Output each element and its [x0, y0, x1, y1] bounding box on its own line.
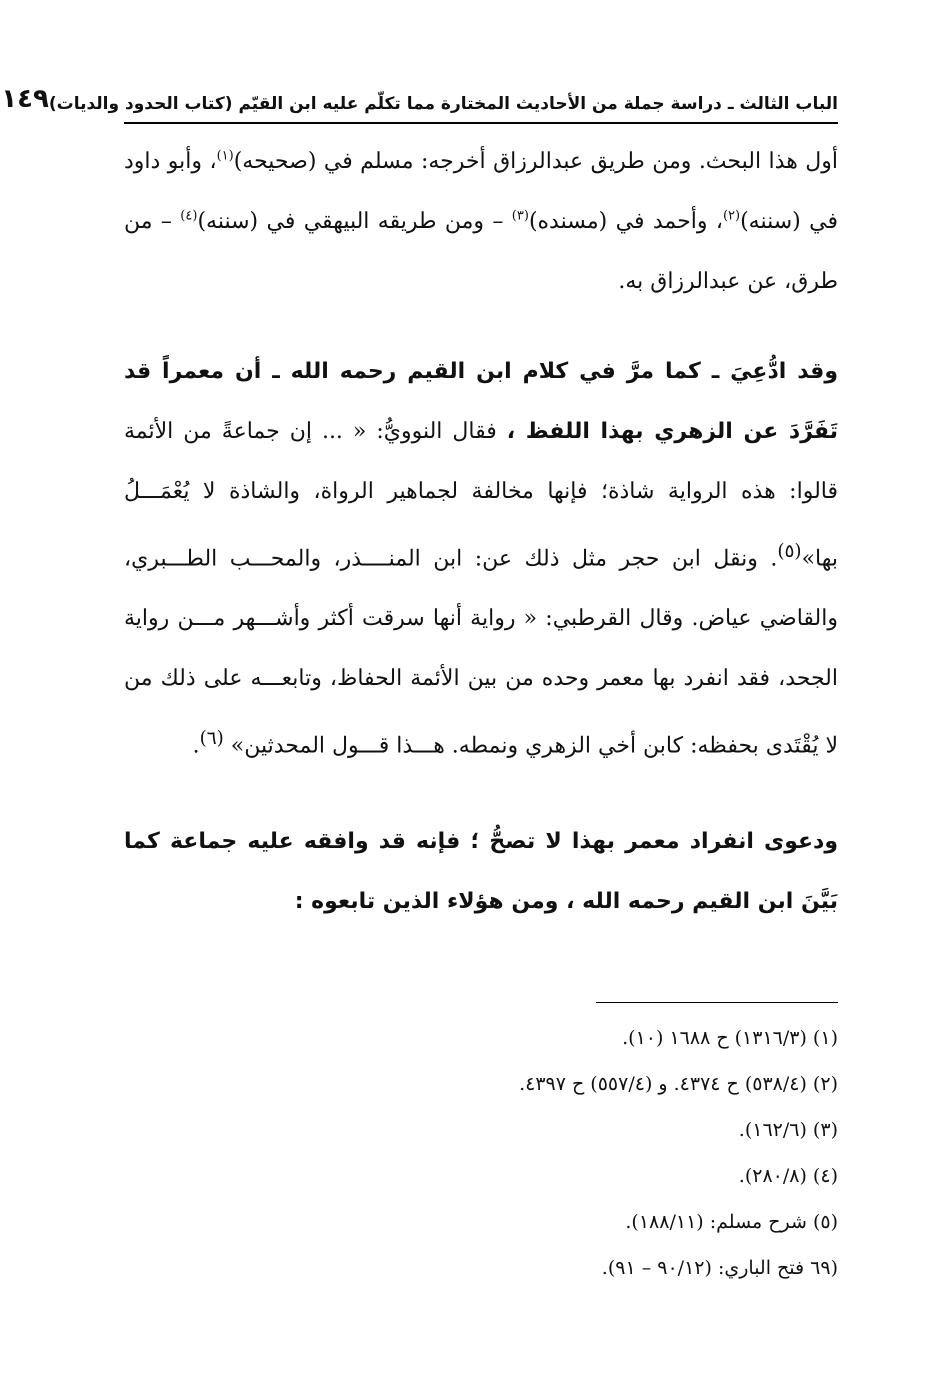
footnote-divider: [596, 1002, 838, 1003]
footnote-ref[interactable]: (٦): [199, 728, 224, 750]
footnote-item: (٢) (٥٣٨/٤) ح ٤٣٧٤. و (٥٥٧/٤) ح ٤٣٩٧.: [519, 1073, 838, 1095]
footnote-ref[interactable]: (١): [216, 148, 234, 164]
paragraph-sources: [124, 132, 838, 312]
footnote-ref[interactable]: (٢): [722, 208, 741, 224]
text-run: – من طرق، عن عبدالرزاق به.: [124, 209, 838, 294]
bold-heading-text: وقد ادُّعِيَ ـ كما مرَّ في كلام ابن القيم رحمه الله ـ أن معمراً قد تَفَرَّدَ عن الزهري بهذا اللفظ ،: [124, 359, 838, 444]
footnote-item: (٦٩ فتح الباري: (٩٠/١٢ – ٩١).: [601, 1257, 838, 1279]
footnote-ref[interactable]: (٣): [511, 208, 529, 224]
text-run: أول هذا البحث. ومن طريق عبدالرزاق أخرجه: مسلم في (صحيحه): [233, 149, 838, 174]
spacer: [124, 312, 838, 342]
text-run: ، وأبو داود في (سننه): [124, 149, 838, 234]
text-run: فقال النوويُّ: « ... إن جماعةً من الأئمة قالوا: هذه الرواية شاذة؛ فإنها مخالفة لجماهير الرواة، والشاذة لا يُعْمَـــلُ بها»: [124, 419, 838, 572]
footnotes-list: [300, 1015, 838, 1291]
text-run: . ونقل ابن حجر مثل ذلك عن: ابن المنــــذر، والمحـــب الطـــبري، والقاضي عياض. وقال القرطبي: « رواية أنها سرقت أكثر وأشـــهر مـــن رواية الجحد، فقد انفرد بها معمر وحده من بين الأئمة الحفاظ، وتابعـــه على ذلك من لا يُقْتَدى بحفظه: كابن أخي الزهري ونمطه. هـــذا قـــول المحدثين»: [124, 546, 838, 759]
footnote-item: (١) (١٣١٦/٣) ح ١٦٨٨ (١٠).: [622, 1027, 838, 1049]
footnote-ref[interactable]: (٥): [777, 541, 802, 562]
footnote-item: (٥) شرح مسلم: (١٨٨/١١).: [625, 1211, 838, 1233]
page-header: [1, 80, 838, 114]
paragraph-rebuttal: ودعوى انفراد معمر بهذا لا تصحُّ ؛ فإنه قد وافقه عليه جماعة كما بَيَّنَ ابن القيم رحمه الله ، ومن هؤلاء الذين تابعوه :: [124, 828, 838, 914]
paragraph-claim: [124, 342, 838, 777]
page-number: ١٤٩: [1, 84, 49, 114]
spacer: [124, 777, 838, 812]
text-run: ، وأحمد في (مسنده): [528, 209, 723, 234]
text-run: – ومن طريقه البيهقي في (سننه): [197, 209, 512, 234]
running-header-title: الباب الثالث ـ دراسة جملة من الأحاديث المختارة مما تكلّم عليه ابن القيّم (كتاب الحدود والديات): [48, 94, 838, 114]
footnote-item: (٤) (٢٨٠/٨).: [738, 1165, 838, 1187]
footnote-ref[interactable]: (٤): [180, 208, 198, 224]
footnote-item: (٣) (١٦٢/٦).: [738, 1119, 838, 1141]
text-run: .: [192, 733, 200, 759]
header-divider: [124, 122, 838, 124]
page-body: [124, 132, 838, 932]
